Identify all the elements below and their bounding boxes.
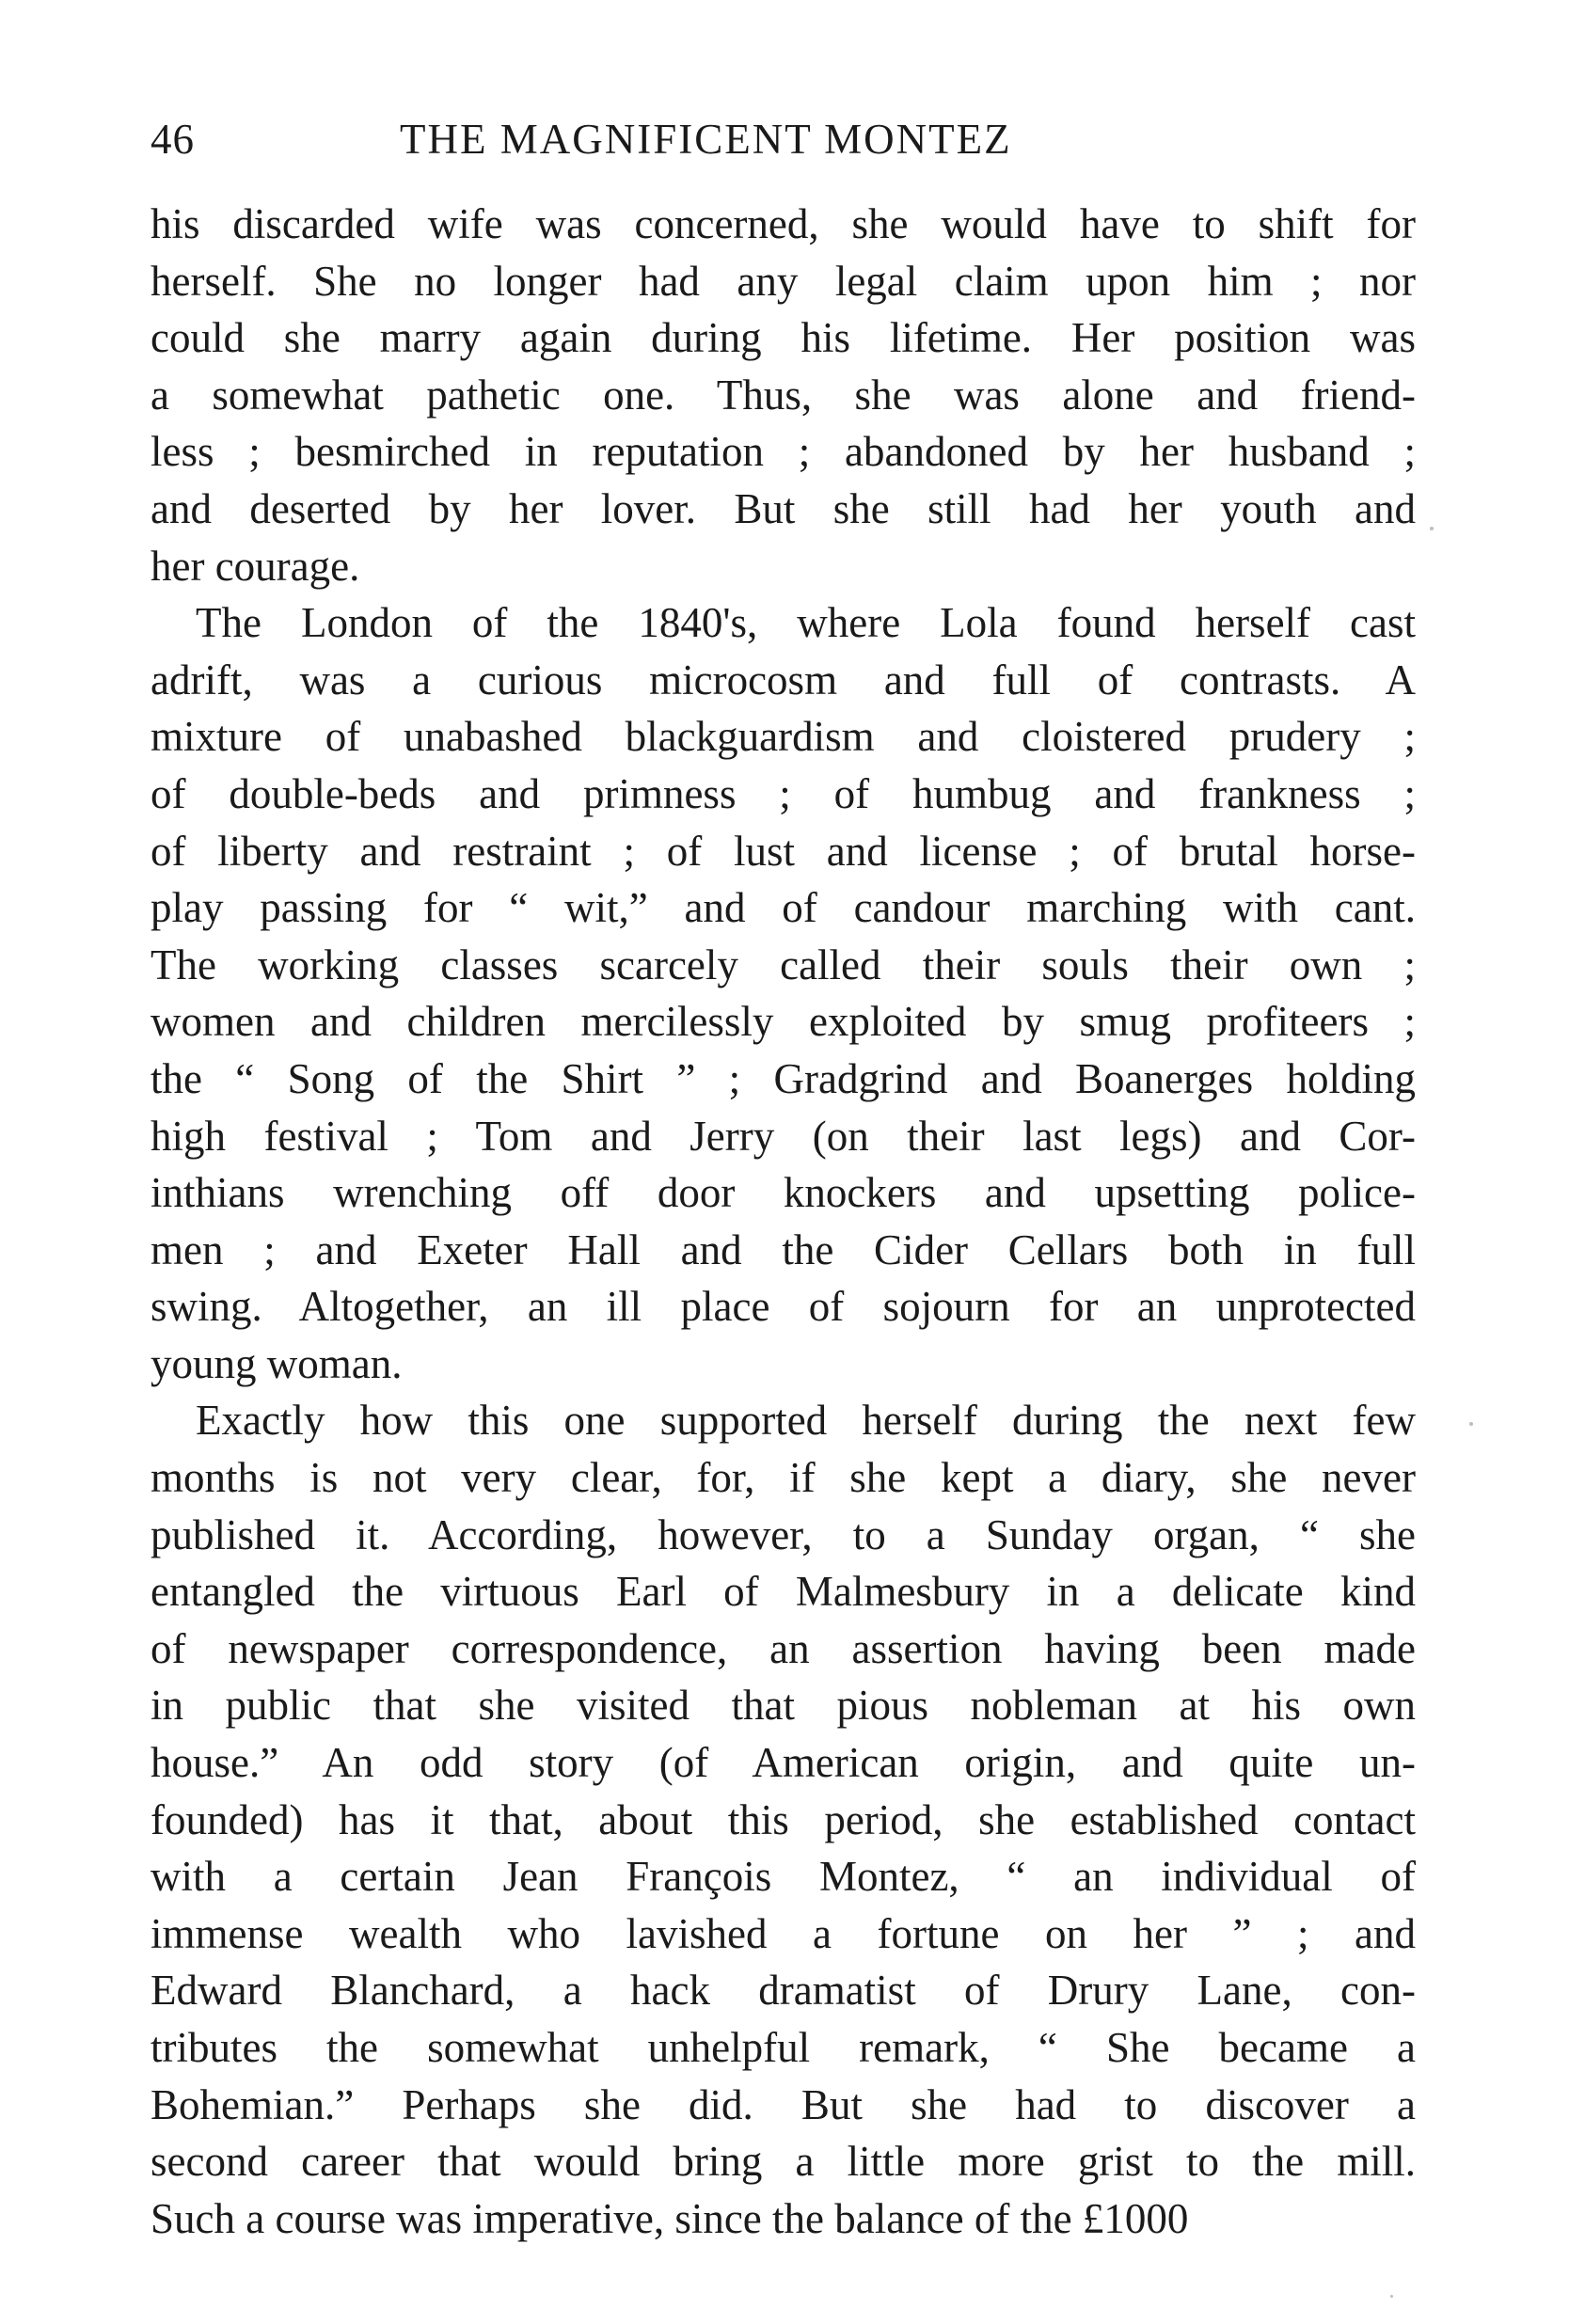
paragraph bbox=[151, 594, 1416, 1392]
text-line: months is not very clear, for, if she kept a diary, she never bbox=[151, 1454, 1416, 1502]
text-line: house.” An odd story (of American origin, and quite un- bbox=[151, 1739, 1416, 1787]
text-line: less ; besmirched in reputation ; abandoned by her husband ; bbox=[151, 428, 1416, 476]
text-line: could she marry again during his lifetime. Her position was bbox=[151, 314, 1416, 362]
text-line: women and children mercilessly exploited by smug profiteers ; bbox=[151, 998, 1416, 1046]
text-line: Bohemian.” Perhaps she did. But she had to discover a bbox=[151, 2080, 1416, 2128]
page-number: 46 bbox=[151, 116, 195, 163]
paragraph bbox=[151, 1392, 1416, 2247]
text-line: men ; and Exeter Hall and the Cider Cellars both in full bbox=[151, 1225, 1416, 1273]
text-line: Edward Blanchard, a hack dramatist of Drury Lane, con- bbox=[151, 1967, 1416, 2015]
text-line: immense wealth who lavished a fortune on her ” ; and bbox=[151, 1909, 1416, 1957]
text-line: young woman. bbox=[151, 1339, 403, 1387]
text-line: in public that she visited that pious nobleman at his own bbox=[151, 1682, 1416, 1730]
text-line: play passing for “ wit,” and of candour marching with cant. bbox=[151, 884, 1416, 932]
text-line: of liberty and restraint ; of lust and license ; of brutal horse- bbox=[151, 827, 1416, 875]
text-line: second career that would bring a little more grist to the mill. bbox=[151, 2138, 1416, 2186]
text-line: herself. She no longer had any legal claim upon him ; nor bbox=[151, 257, 1416, 305]
text-line: a somewhat pathetic one. Thus, she was alone and friend- bbox=[151, 371, 1416, 419]
text-line: The working classes scarcely called their souls their own ; bbox=[151, 941, 1416, 988]
page-header bbox=[151, 111, 1416, 167]
scan-speck bbox=[1430, 527, 1434, 530]
text-line: Exactly how this one supported herself during the next few bbox=[196, 1397, 1416, 1445]
text-line: inthians wrenching off door knockers and upsetting police- bbox=[151, 1169, 1416, 1217]
text-line: The London of the 1840's, where Lola found herself cast bbox=[196, 599, 1416, 647]
scan-speck bbox=[1390, 2295, 1393, 2298]
scan-speck bbox=[1469, 1422, 1473, 1426]
text-line: his discarded wife was concerned, she would have to shift for bbox=[151, 200, 1416, 247]
text-line: and deserted by her lover. But she still had her youth and bbox=[151, 484, 1416, 532]
paragraph bbox=[151, 196, 1416, 594]
text-line: of double-beds and primness ; of humbug and frankness ; bbox=[151, 769, 1416, 817]
text-line: the “ Song of the Shirt ” ; Gradgrind and Boanerges holding bbox=[151, 1054, 1416, 1102]
text-line: mixture of unabashed blackguardism and cloistered prudery ; bbox=[151, 713, 1416, 761]
text-line: tributes the somewhat unhelpful remark, “ She became a bbox=[151, 2024, 1416, 2071]
running-title: THE MAGNIFICENT MONTEZ bbox=[400, 116, 1012, 163]
text-line: her courage. bbox=[151, 542, 360, 590]
body-text bbox=[151, 196, 1416, 2247]
text-line: of newspaper correspondence, an assertion having been made bbox=[151, 1624, 1416, 1672]
text-line: adrift, was a curious microcosm and full of contrasts. A bbox=[151, 656, 1416, 704]
text-line: founded) has it that, about this period, she established contact bbox=[151, 1795, 1416, 1843]
text-line: swing. Altogether, an ill place of sojourn for an unprotected bbox=[151, 1283, 1416, 1331]
text-line: high festival ; Tom and Jerry (on their last legs) and Cor- bbox=[151, 1112, 1416, 1160]
text-line: entangled the virtuous Earl of Malmesbury in a delicate kind bbox=[151, 1568, 1416, 1616]
text-line: Such a course was imperative, since the balance of the £1000 bbox=[151, 2194, 1189, 2242]
text-line: published it. According, however, to a Sunday organ, “ she bbox=[151, 1510, 1416, 1558]
text-line: with a certain Jean François Montez, “ an individual of bbox=[151, 1853, 1416, 1901]
